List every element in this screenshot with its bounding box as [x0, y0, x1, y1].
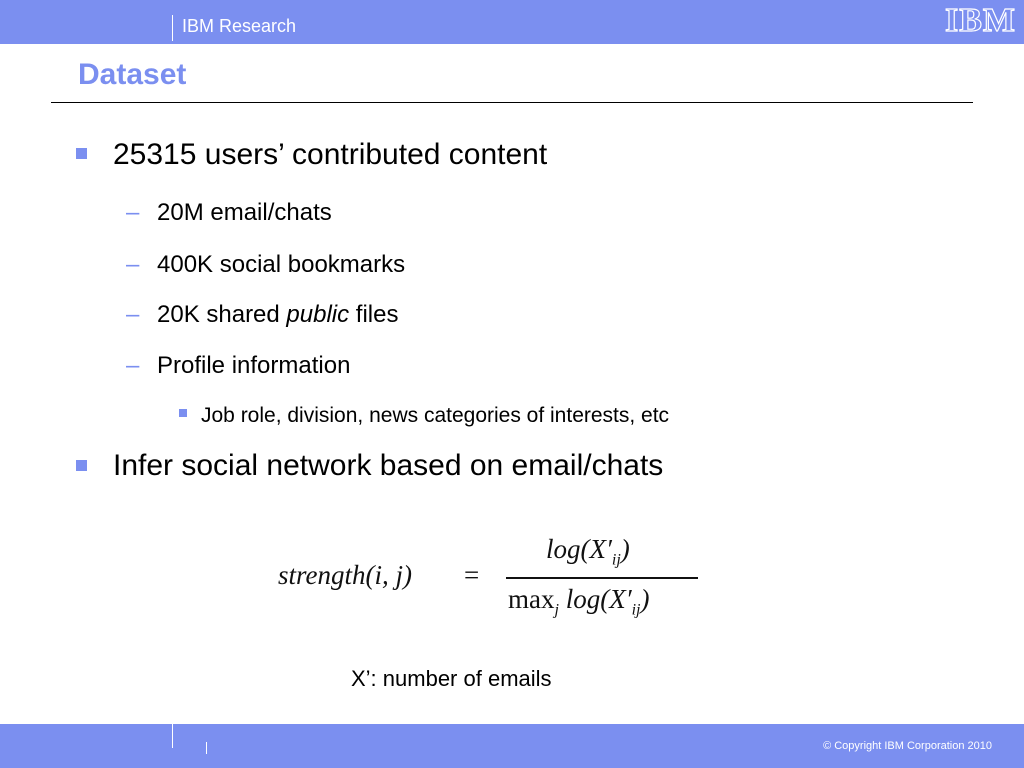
square-bullet-icon [76, 460, 87, 471]
bullet-text: files [349, 301, 399, 328]
bullet-item: 400K social bookmarks [157, 251, 406, 278]
ibm-logo: IBM [945, 2, 1016, 39]
fraction-bar [506, 577, 698, 579]
title-divider [51, 102, 973, 103]
denominator-subscript: ij [631, 601, 641, 619]
footer-divider [172, 724, 173, 748]
denominator-max-subscript: j [554, 601, 559, 619]
strength-formula [278, 530, 708, 630]
formula-denominator [508, 584, 650, 619]
dash-bullet-icon: – [126, 199, 140, 226]
numerator-text: log(X′ [546, 534, 612, 564]
formula-numerator [546, 534, 630, 569]
copyright-text: © Copyright IBM Corporation 2010 [823, 740, 992, 752]
formula-lhs: strength(i, j) [278, 560, 412, 590]
bullet-item: 20M email/chats [157, 199, 332, 226]
dash-bullet-icon: – [126, 251, 140, 278]
numerator-close: ) [620, 534, 630, 564]
denominator-max: max [508, 584, 555, 614]
denominator-close: ) [640, 584, 650, 614]
square-bullet-icon [179, 409, 187, 417]
footer-bar [0, 724, 1024, 768]
denominator-log: log(X′ [565, 584, 632, 614]
numerator-subscript: ij [611, 551, 621, 569]
dash-bullet-icon: – [126, 352, 140, 379]
dash-bullet-icon: – [126, 301, 140, 328]
formula-equals: = [464, 560, 480, 590]
bullet-item: Infer social network based on email/chats [113, 449, 664, 482]
header-bar [0, 0, 1024, 44]
footer-divider [206, 742, 207, 754]
square-bullet-icon [76, 148, 87, 159]
slide-title: Dataset [78, 58, 187, 91]
header-divider [172, 15, 173, 41]
bullet-item: Job role, division, news categories of interests, etc [201, 404, 670, 427]
bullet-item: Profile information [157, 352, 351, 379]
bullet-item [157, 301, 399, 329]
bullet-item: 25315 users’ contributed content [113, 138, 548, 171]
formula-note: X’: number of emails [351, 666, 552, 691]
bullet-text: 20K shared [157, 301, 287, 328]
header-title: IBM Research [182, 16, 297, 36]
bullet-emphasis: public [286, 301, 350, 328]
